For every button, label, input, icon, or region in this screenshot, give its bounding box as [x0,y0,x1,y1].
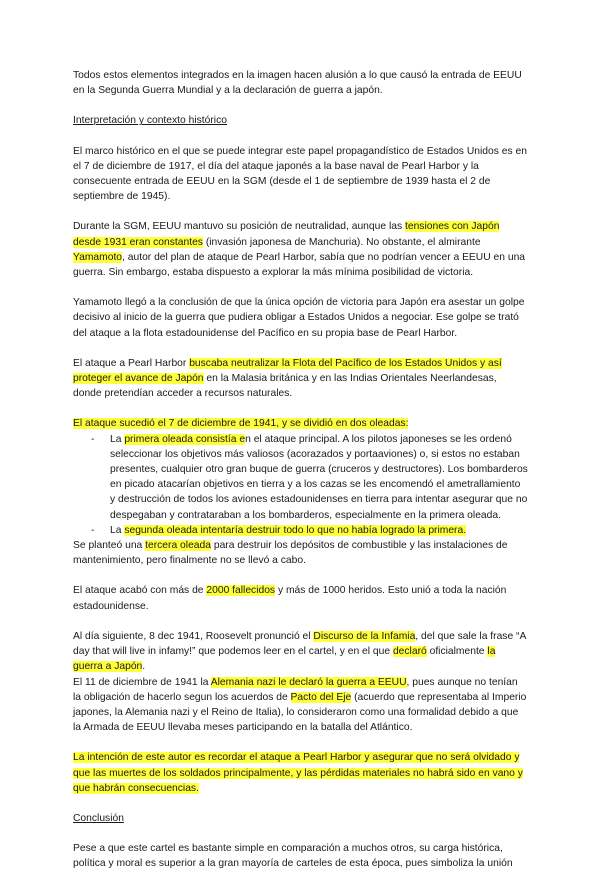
highlight-neutralizar-flota: buscaba neutralizar la Flota del Pacífico de los Estados Unidos y así proteger el avance de Japón [73,357,502,385]
text-span: La [110,433,125,445]
paragraph-tercera-oleada [73,538,528,568]
highlight-discurso-infamia: Discurso de la Infamia [313,630,416,642]
highlight-alemania-nazi: Alemania nazi le declaró la guerra a EEUU [210,676,407,688]
text-span: , del que sale la frase “A day that will live in infamy!” que podemos leer en el cartel, y en el que [73,630,526,658]
paragraph-neutralidad [73,219,528,280]
heading-conclusion: Conclusión [73,812,124,824]
paragraph-ataque-objetivo [73,356,528,402]
text-span: oficialmente [426,646,488,658]
paragraph-alemania [73,675,528,736]
highlight-intencion-autor: La intención de este autor es recordar el ataque a Pearl Harbor y asegurar que no será olvidado y que las muertes de los soldados principalmente, y las pérdidas materiales no habrá sido en vano y que habrán consecuencias. [73,752,523,794]
text-span: . [142,661,146,673]
text-span: (acuerdo que representaba al Imperio japones, la Alemania nazi y el Reino de Italia), lo consideraron como una formalidad debido a que la Armada de EEUU llevaba meses participando en la batalla del Atlántico. [73,691,527,734]
paragraph-roosevelt [73,629,528,675]
text-span: (invasión japonesa de Manchuria). No obstante, el almirante [202,236,481,248]
text-span: Durante la SGM, EEUU mantuvo su posición de neutralidad, aunque las [73,221,405,233]
list-item [91,432,528,523]
text-span: El ataque a Pearl Harbor [73,357,190,369]
text-span: Se planteó una [73,540,146,552]
highlight-pacto-eje: Pacto del Eje [290,691,352,703]
highlight-fallecidos: 2000 fallecidos [206,585,276,597]
highlight-fecha-ataque: El ataque sucedió el 7 de diciembre de 1941, y se dividió en dos oleadas: [73,418,409,430]
text-span: El 11 de diciembre de 1941 la [73,676,211,688]
highlight-yamamoto: Yamamoto [73,251,123,263]
text-span: y más de 1000 heridos. Esto unió a toda la nación estadounidense. [73,585,507,612]
text-span: , pues aunque no tenían la obligación de hacerlo segun los acuerdos de [73,676,518,703]
oleadas-list [73,432,528,538]
text-span: El ataque acabó con más de [73,585,207,597]
paragraph-yamamoto: Yamamoto llegó a la conclusión de que la única opción de victoria para Japón era asestar un golpe decisivo al inicio de la guerra que pudiera obligar a Estados Unidos a negociar. Ese golpe se trató del ataque a la flota estadounidense del Pacífico en su propia base de Pearl Harbor. [73,297,525,339]
list-item [91,523,528,538]
text-span: , autor del plan de ataque de Pearl Harbor, sabía que no podrían vencer a EEUU en una guerra. Sin embargo, estaba dispuesto a explorar la más mínima posibilidad de victoria. [73,251,526,279]
paragraph-intro: Todos estos elementos integrados en la imagen hacen alusión a lo que causó la entrada de EEUU en la Segunda Guerra Mundial y a la declaración de guerra a japón. [73,70,522,97]
paragraph-fallecidos [73,583,528,613]
highlight-segunda-oleada: segunda oleada intentaría destruir todo lo que no había logrado la primera. [124,524,467,536]
paragraph-conclusion: Pese a que este cartel es bastante simple en comparación a muchos otros, su carga histórica, política y moral es superior a la gran mayoría de carteles de esta época, pues simboliza la unión [73,843,513,870]
heading-interpretacion: Interpretación y contexto histórico [73,115,227,127]
highlight-declaro: declaró [392,646,427,658]
highlight-primera-oleada: primera oleada consistía e [124,433,246,445]
highlight-guerra-japon: la guerra a Japón [73,646,496,673]
text-span: en la Malasia británica y en las Indias Orientales Neerlandesas, donde pretendían acceder a recursos naturales. [73,373,497,400]
bullet-dash: - [91,524,95,536]
highlight-tercera-oleada: tercera oleada [145,540,211,552]
bullet-dash: - [91,433,95,445]
paragraph-marco-historico: El marco histórico en el que se puede integrar este papel propagandístico de Estados Unidos es en el 7 de diciembre de 1917, el día del ataque japonés a la base naval de Pearl Harbor y la consecuente entrada de EEUU en la SGM (desde el 1 de septiembre de 1939 hasta el 2 de septiembre de 1945). [73,145,527,203]
text-span: La [110,524,125,536]
text-span: Al día siguiente, 8 dec 1941, Roosevelt pronunció el [73,630,314,642]
text-span: para destruir los depósitos de combustible y las instalaciones de mantenimiento, pero finalmente no se llevó a cabo. [73,540,508,567]
paragraph-oleadas [73,416,528,431]
paragraph-intencion [73,750,528,796]
text-span: n el ataque principal. A los pilotos japoneses se les ordenó seleccionar los objetivos más valiosos (acorazados y portaaviones) o, si estos no estaban presentes, cualquier otro gran buque de guerra (cruceros y destructores). Los bombarderos en picado atacarían objetivos en tierra y a los cazas se les encomendó el ametrallamiento y destrucción de todos los aviones estadounidenses en tierra para intentar asegurar que no despegaban y contrataraban a los bombarderos, especialmente en la primera oleada. [110,433,528,521]
highlight-tensiones: tensiones con Japón desde 1931 eran constantes [73,221,500,248]
